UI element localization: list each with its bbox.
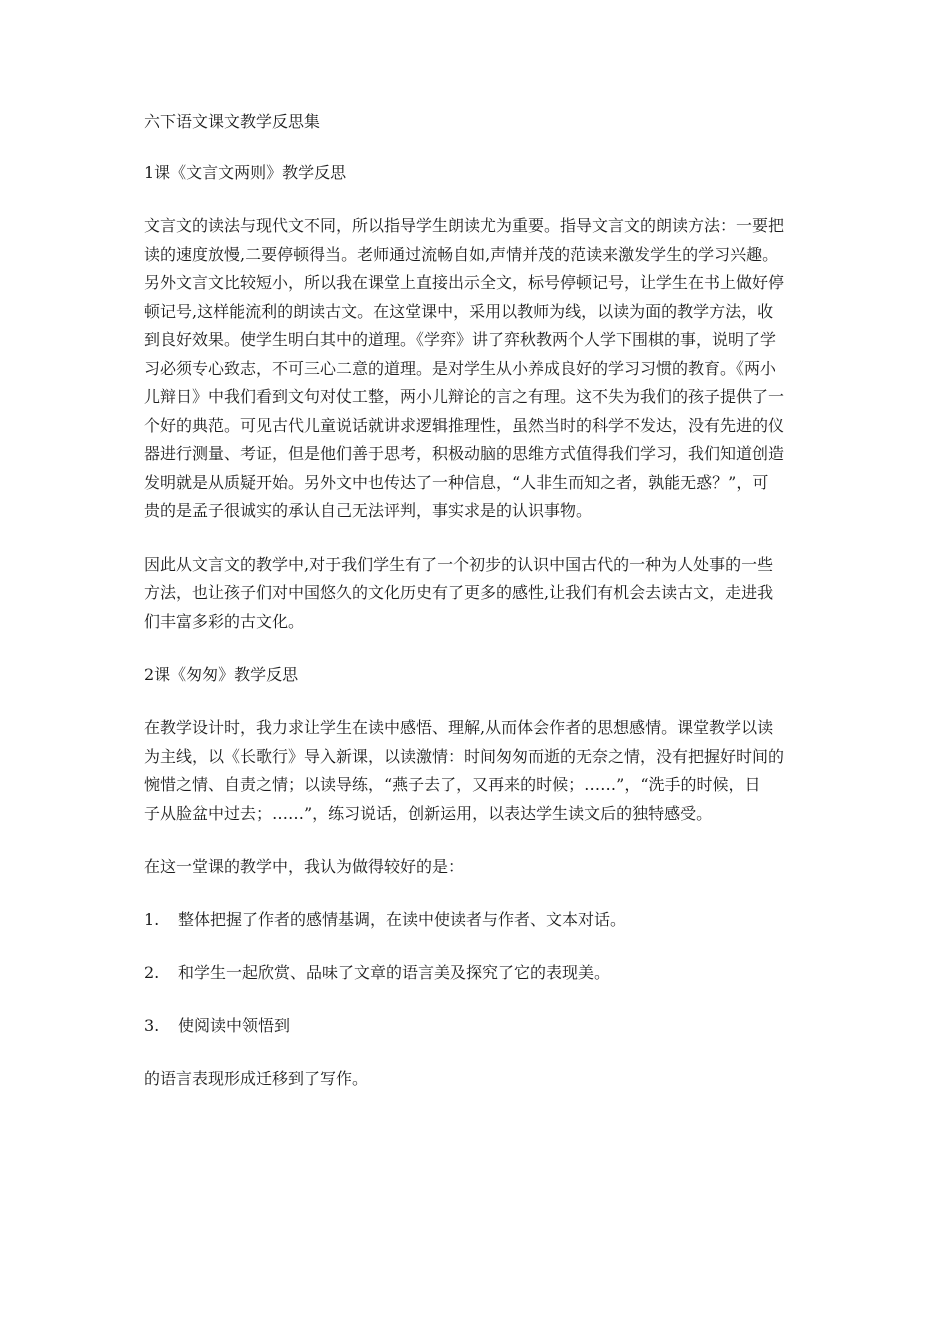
spacer: [144, 881, 816, 906]
section-2-paragraph-1: [144, 714, 816, 828]
text-line: 们丰富多彩的古文化。: [144, 611, 305, 631]
list-text: 整体把握了作者的感情基调，在读中使读者与作者、文本对话。: [178, 910, 627, 929]
text-line: 个好的典范。可见古代儿童说话就讲求逻辑推理性，虽然当时的科学不发达，没有先进的仪: [144, 415, 785, 435]
text-line: 器进行测量、考证，但是他们善于思考，积极动脑的思维方式值得我们学习，我们知道创造: [144, 444, 785, 463]
spacer: [144, 636, 816, 661]
text-line: 习必须专心致志，不可三心二意的道理。是对学生从小养成良好的学习习惯的教育。《两小: [144, 358, 777, 378]
document-page: [144, 108, 816, 1093]
text-line: 在教学设计时，我力求让学生在读中感悟、理解,从而体会作者的思想感情。课堂教学以读: [144, 718, 774, 737]
list-text: 使阅读中领悟到: [178, 1016, 291, 1035]
spacer: [144, 987, 816, 1012]
spacer: [144, 689, 816, 714]
section-2-intro: 在这一堂课的教学中，我认为做得较好的是：: [144, 857, 465, 876]
text-line: 因此从文言文的教学中,对于我们学生有了一个初步的认识中国古代的一种为人处事的一些: [144, 554, 774, 574]
section-1-heading: 1课《文言文两则》教学反思: [144, 163, 347, 182]
text-line: 惋惜之情、自责之情；以读导练，“燕子去了，又再来的时候；……”，“洗手的时候，日: [144, 775, 761, 794]
spacer: [144, 187, 816, 212]
text-line: 方法，也让孩子们对中国悠久的文化历史有了更多的感性,让我们有机会去读古文，走进我: [144, 583, 774, 602]
spacer: [144, 526, 816, 551]
section-2-continuation: 的语言表现形成迁移到了写作。: [144, 1069, 369, 1088]
text-line: 贵的是孟子很诚实的承认自己无法评判，事实求是的认识事物。: [144, 501, 593, 520]
spacer: [144, 136, 816, 159]
text-line: 子从脸盆中过去；……”，练习说话，创新运用，以表达学生读文后的独特感受。: [144, 803, 713, 823]
text-line: 儿辩日》中我们看到文句对仗工整，两小儿辩论的言之有理。这不失为我们的孩子提供了一: [144, 387, 785, 406]
list-item: [144, 1012, 816, 1040]
section-2-heading: 2课《匆匆》教学反思: [144, 665, 299, 684]
text-line: 文言文的读法与现代文不同，所以指导学生朗读尤为重要。指导文言文的朗读方法：一要把: [144, 216, 785, 235]
list-number: 3.: [144, 1016, 160, 1035]
section-1-paragraph-1: [144, 212, 816, 526]
text-line: 读的速度放慢,二要停顿得当。老师通过流畅自如,声情并茂的范读来激发学生的学习兴趣。: [144, 244, 779, 264]
spacer: [144, 1040, 816, 1065]
text-line: 为主线，以《长歌行》导入新课，以读激情：时间匆匆而逝的无奈之情，没有把握好时间的: [144, 746, 785, 766]
list-item: [144, 959, 816, 987]
text-line: 到良好效果。使学生明白其中的道理。《学弈》讲了弈秋教两个人学下围棋的事，说明了学: [144, 330, 777, 349]
spacer: [144, 934, 816, 959]
document-title: 六下语文课文教学反思集: [144, 112, 321, 131]
list-number: 2.: [144, 963, 160, 982]
text-line: 顿记号,这样能流利的朗读古文。在这堂课中，采用以教师为线，以读为面的教学方法，收: [144, 301, 774, 321]
text-line: 发明就是从质疑开始。另外文中也传达了一种信息，“人非生而知之者，孰能无惑？”，可: [144, 472, 769, 492]
spacer: [144, 828, 816, 853]
list-text: 和学生一起欣赏、品味了文章的语言美及探究了它的表现美。: [178, 963, 611, 982]
list-number: 1.: [144, 910, 160, 929]
section-1-paragraph-2: [144, 551, 816, 637]
list-item: [144, 906, 816, 934]
text-line: 另外文言文比较短小，所以我在课堂上直接出示全文，标号停顿记号，让学生在书上做好停: [144, 273, 785, 292]
